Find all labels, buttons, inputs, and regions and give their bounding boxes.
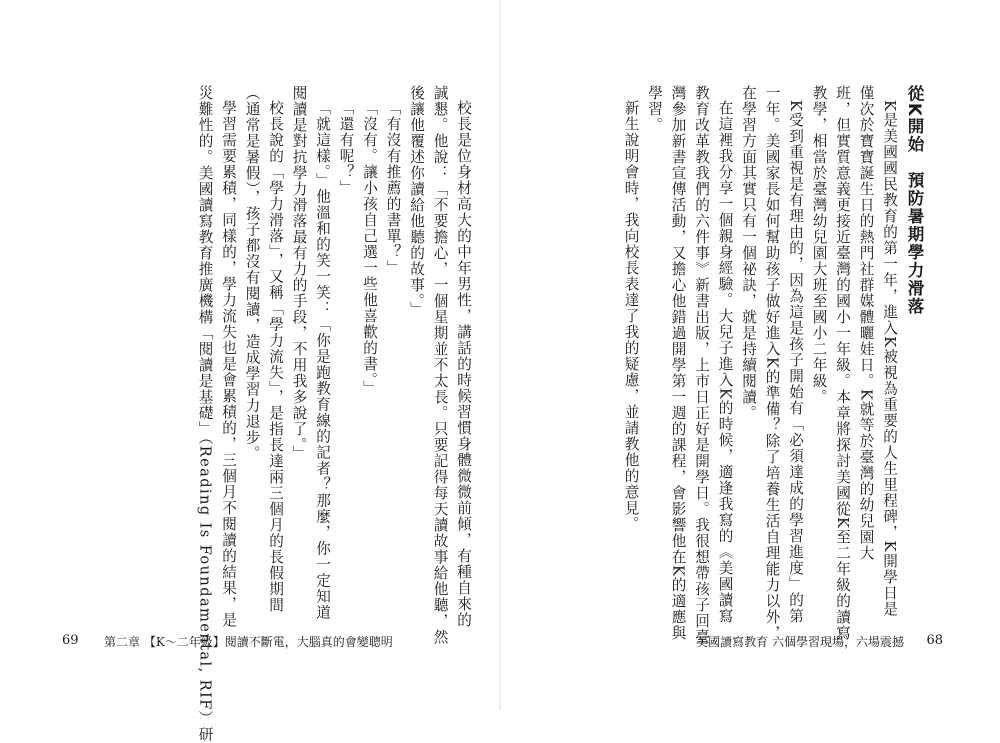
text-column: K受到重視是有理由的，因為這是孩子開始有「必須達成的學習進度」的第 [787,100,804,625]
text-column: 在這裡我分享一個親身經驗。大兒子進入K的時候，適逢我寫的《美國讀寫 [716,100,734,625]
text-column: 教學，相當於臺灣幼兒園大班至國小二年級。 [810,85,828,405]
text-column: 一年。美國家長如何幫助孩子做好進入K的準備？除了培養生活自理能力以外， [763,85,781,642]
text-column: 閱讀是對抗學力滑落最有力的手段，不用我多說了。」 [290,85,308,462]
text-column: 校長是位身材高大的中年男性，講話的時候習慣身體微微前傾，有種自來的 [455,100,472,628]
text-column: 在學習方面其實只有一個祕訣，就是持續閱讀。 [740,85,757,421]
running-footer-title: 第二章 【K～二年級】閱讀不斷電，大腦真的會變聰明 [104,635,393,649]
text-column: 「還有呢？」 [337,100,355,196]
text-column: 校長說的「學力滑落」，又稱「學力流失」，是指長達兩三個月的長假期間 [267,100,284,614]
text-column: 學習。 [646,85,663,133]
text-column: 僅次於寶寶誕生日的熱門社群媒體曬娃日。K就等於臺灣的幼兒園大 [857,85,875,562]
text-column: 灣參加新書宣傳活動，又擔心他錯過開學第一週的課程，會影響他在K的適應與 [669,85,687,642]
section-heading: 從K開始 預防暑期學力滑落 [905,85,924,316]
page-68 [500,0,1000,710]
text-column: 「有沒有推薦的書單？」 [384,100,402,276]
text-column: 新生說明會時，我向校長表達了我的疑慮，並請教他的意見。 [622,100,640,532]
text-column: 教育改革教我們的六件事》新書出版，上市日正好是開學日。我很想帶孩子回臺 [693,85,710,645]
text-column: 「就這樣。」他溫和的笑一笑：「你是跑教育線的記者？那麼，你一定知道 [314,100,331,621]
text-column: 「沒有。讓小孩自己選一些他喜歡的書。」 [361,100,378,397]
text-column: 學習需要累積，同樣的，學力流失也是會累積的，三個月不閱讀的結果，是 [220,100,237,628]
page-number: 69 [62,633,79,648]
running-footer-title: 美國讀寫教育 六個學習現場，六場震撼 [696,635,904,649]
page-number: 68 [926,633,943,648]
text-column: K是美國國民教育的第一年，進入K被視為重要的人生里程碑，K開學日是 [881,100,898,617]
text-column: 後讓他覆述你讀給他聽的故事。」 [408,85,425,318]
text-column: 誠懇。他說：「不要擔心，一個星期並不太長。只要記得每天讀故事給他聽，然 [431,85,449,645]
text-column: 班，但實質意義更接近臺灣的國小一年級。本章將探討美國從K至二年級的讀寫 [834,85,851,642]
text-column: （通常是暑假），孩子都沒有閱讀，造成學習力退步。 [243,85,261,462]
text-column: 災難性的。美國讀寫教育推廣機構「閱讀是基礎」（Reading Is Foundamental, RIF）研 [196,85,214,743]
